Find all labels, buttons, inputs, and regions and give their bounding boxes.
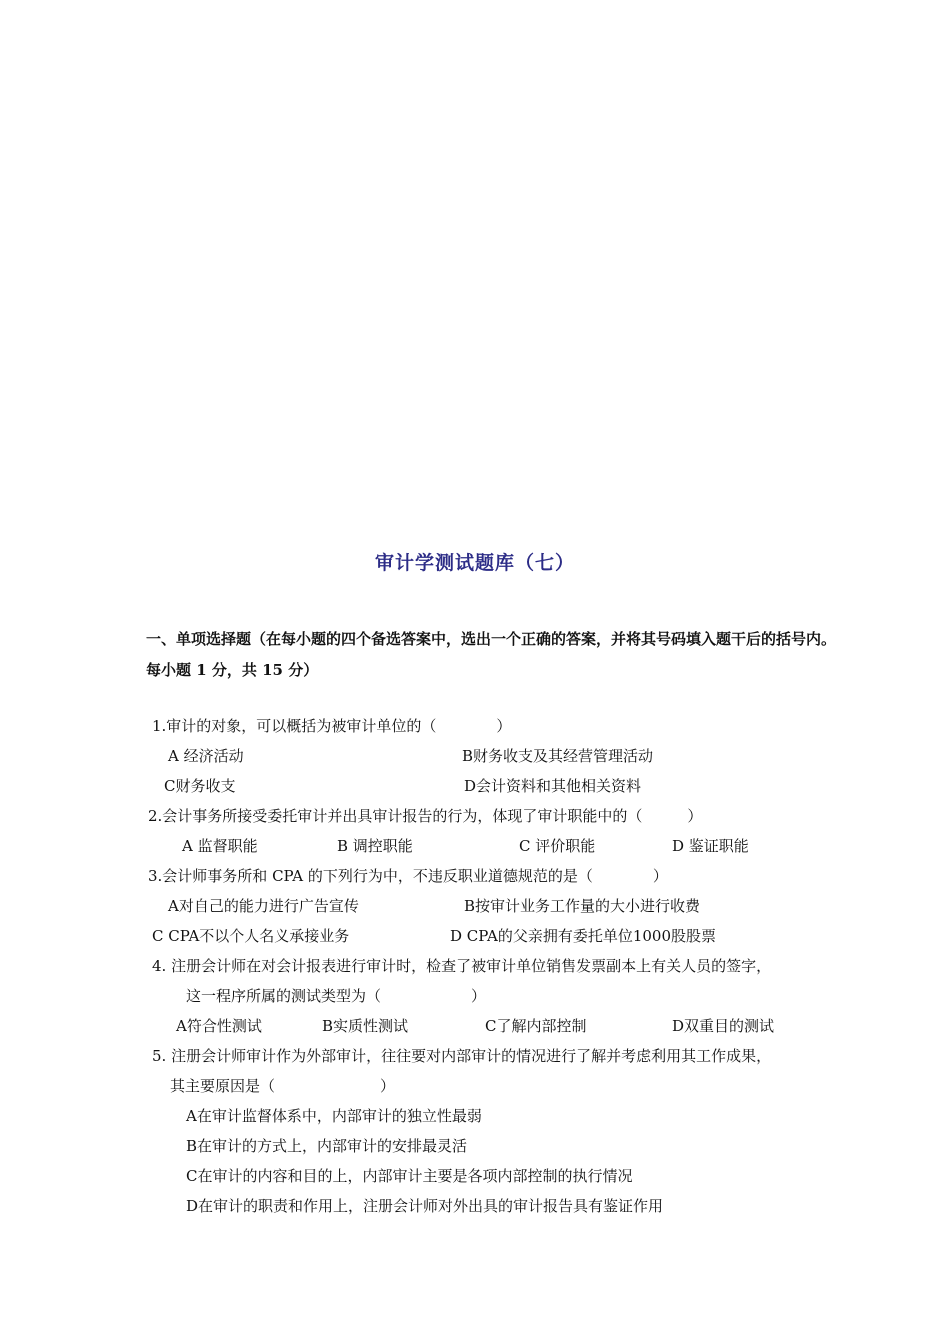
question-5-stem-line-1: 5. 注册会计师审计作为外部审计，往往要对内部审计的情况进行了解并考虑利用其工作成果， — [152, 1047, 772, 1065]
question-3-option-b: B按审计业务工作量的大小进行收费 — [464, 897, 701, 915]
question-4-stem-line-2: 这一程序所属的测试类型为（ ） — [186, 987, 487, 1005]
question-2-option-d: D 鉴证职能 — [672, 837, 749, 855]
question-4-option-a: A符合性测试 — [176, 1017, 262, 1035]
question-2-option-a: A 监督职能 — [182, 837, 258, 855]
question-4-option-c: C了解内部控制 — [485, 1017, 587, 1035]
question-3-option-c: C CPA不以个人名义承接业务 — [152, 927, 350, 945]
section-heading: 一、单项选择题（在每小题的四个备选答案中，选出一个正确的答案，并将其号码填入题干后的括号内。每小题 1 分，共 15 分） — [146, 630, 837, 679]
question-5-option-d: D在审计的职责和作用上，注册会计师对外出具的审计报告具有鉴证作用 — [186, 1197, 664, 1215]
question-1-stem: 1.审计的对象，可以概括为被审计单位的（ ） — [152, 717, 512, 735]
question-2-option-b: B 调控职能 — [337, 837, 413, 855]
question-5-option-c: C在审计的内容和目的上，内部审计主要是各项内部控制的执行情况 — [186, 1167, 633, 1185]
question-5-option-a: A在审计监督体系中，内部审计的独立性最弱 — [186, 1107, 482, 1125]
question-3-stem: 3.会计师事务所和 CPA 的下列行为中，不违反职业道德规范的是（ ） — [148, 867, 668, 885]
question-3-option-d: D CPA的父亲拥有委托单位1000股股票 — [450, 927, 716, 945]
question-2-option-c: C 评价职能 — [519, 837, 596, 855]
question-5-stem-line-2: 其主要原因是（ ） — [170, 1077, 396, 1095]
question-1-option-b: B财务收支及其经营管理活动 — [462, 747, 654, 765]
question-4-stem-line-1: 4. 注册会计师在对会计报表进行审计时，检查了被审计单位销售发票副本上有关人员的签字， — [152, 957, 772, 975]
question-1-option-d: D会计资料和其他相关资料 — [464, 777, 642, 795]
question-1-option-c: C财务收支 — [164, 777, 236, 795]
question-5-option-b: B在审计的方式上，内部审计的安排最灵活 — [186, 1137, 468, 1155]
document-title: 审计学测试题库（七） — [374, 552, 575, 574]
question-4-option-d: D双重目的测试 — [672, 1017, 775, 1035]
question-2-stem: 2.会计事务所接受委托审计并出具审计报告的行为，体现了审计职能中的（ ） — [148, 807, 703, 825]
question-4-option-b: B实质性测试 — [322, 1017, 409, 1035]
question-3-option-a: A对自己的能力进行广告宣传 — [168, 897, 359, 915]
question-1-option-a: A 经济活动 — [168, 747, 244, 765]
